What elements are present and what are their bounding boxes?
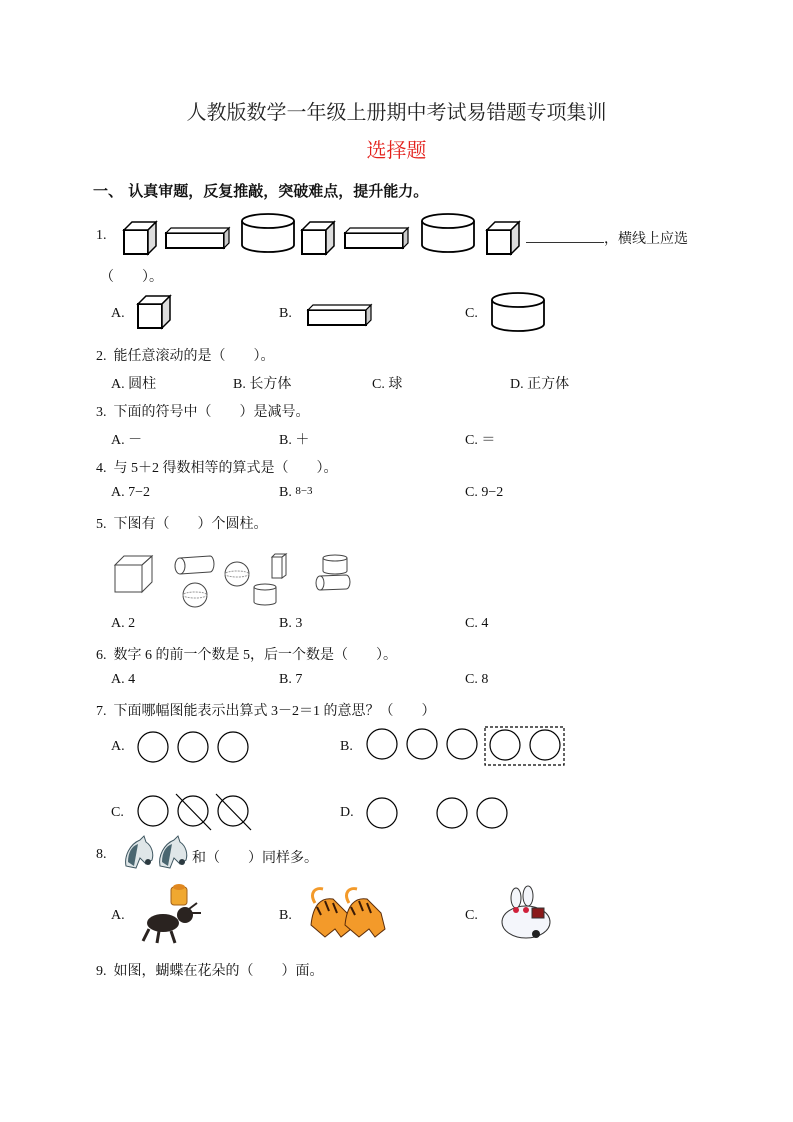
q5-option-c[interactable]: C. 4 — [465, 616, 489, 631]
q6-option-b[interactable]: B. 7 — [279, 672, 303, 687]
q1-option-b-label[interactable]: B. — [279, 306, 292, 321]
question-2: 2. 能任意滚动的是（ ）。 — [96, 349, 275, 364]
cube-icon — [302, 222, 336, 256]
question-1-number: 1. — [96, 228, 107, 243]
cube-icon — [138, 296, 172, 330]
question-5: 5. 下图有（ ）个圆柱。 — [96, 517, 268, 532]
q1-option-c-label[interactable]: C. — [465, 306, 478, 321]
q7-option-d-circles — [365, 796, 515, 830]
q4-option-b[interactable]: B. 8−3 — [279, 485, 313, 500]
q1-option-a-label[interactable]: A. — [111, 306, 125, 321]
solids-figure — [112, 552, 362, 612]
question-3: 3. 下面的符号中（ ）是减号。 — [96, 405, 310, 420]
page-title: 人教版数学一年级上册期中考试易错题专项集训 — [186, 102, 607, 124]
q7-option-a-label[interactable]: A. — [111, 739, 125, 754]
q7-option-b-circles — [365, 726, 570, 768]
horse-icon — [122, 836, 192, 872]
ant-icon — [141, 883, 203, 947]
cylinder-icon — [422, 214, 476, 256]
rabbit-icon — [492, 886, 560, 944]
q3-option-a[interactable]: A. － — [111, 433, 143, 448]
cuboid-icon — [345, 228, 411, 250]
question-9: 9. 如图，蝴蝶在花朵的（ ）面。 — [96, 964, 324, 979]
question-7: 7. 下面哪幅图能表示出算式 3－2＝1 的意思？（ ） — [96, 704, 436, 719]
q3-option-b[interactable]: B. ＋ — [279, 433, 310, 448]
q8-option-b-label[interactable]: B. — [279, 908, 292, 923]
question-1-paren: （ ）。 — [100, 270, 163, 285]
q3-option-c[interactable]: C. ＝ — [465, 433, 496, 448]
q6-option-a[interactable]: A. 4 — [111, 672, 136, 687]
question-8-text: 和（ ）同样多。 — [192, 851, 318, 866]
section-heading: 一、 认真审题，反复推敲，突破难点，提升能力。 — [93, 182, 429, 200]
q4-option-c[interactable]: C. 9−2 — [465, 485, 504, 500]
cylinder-icon — [242, 214, 296, 256]
question-1-text: ，横线上应选 — [526, 228, 688, 248]
q6-option-c[interactable]: C. 8 — [465, 672, 489, 687]
cube-icon — [124, 222, 158, 256]
q8-option-c-label[interactable]: C. — [465, 908, 478, 923]
q7-option-a-circles — [136, 730, 256, 764]
q7-option-b-label[interactable]: B. — [340, 739, 353, 754]
question-6: 6. 数字 6 的前一个数是 5，后一个数是（ ）。 — [96, 648, 397, 663]
q2-option-b[interactable]: B. 长方体 — [233, 377, 292, 392]
cube-icon — [487, 222, 521, 256]
q7-option-c-circles — [136, 792, 256, 832]
question-8-number: 8. — [96, 847, 107, 862]
cuboid-icon — [166, 228, 232, 250]
q2-option-a[interactable]: A. 圆柱 — [111, 377, 157, 392]
question-4: 4. 与 5＋2 得数相等的算式是（ ）。 — [96, 461, 338, 476]
page-subtitle: 选择题 — [366, 138, 427, 162]
q2-option-c[interactable]: C. 球 — [372, 377, 403, 392]
q7-option-c-label[interactable]: C. — [111, 805, 124, 820]
q5-option-a[interactable]: A. 2 — [111, 616, 136, 631]
q2-option-d[interactable]: D. 正方体 — [510, 377, 570, 392]
tigers-icon — [307, 885, 397, 943]
cuboid-icon — [308, 305, 374, 327]
q4-option-a[interactable]: A. 7−2 — [111, 485, 151, 500]
q8-option-a-label[interactable]: A. — [111, 908, 125, 923]
answer-blank[interactable] — [526, 230, 604, 243]
q7-option-d-label[interactable]: D. — [340, 805, 354, 820]
q5-option-b[interactable]: B. 3 — [279, 616, 303, 631]
cylinder-icon — [492, 293, 546, 335]
